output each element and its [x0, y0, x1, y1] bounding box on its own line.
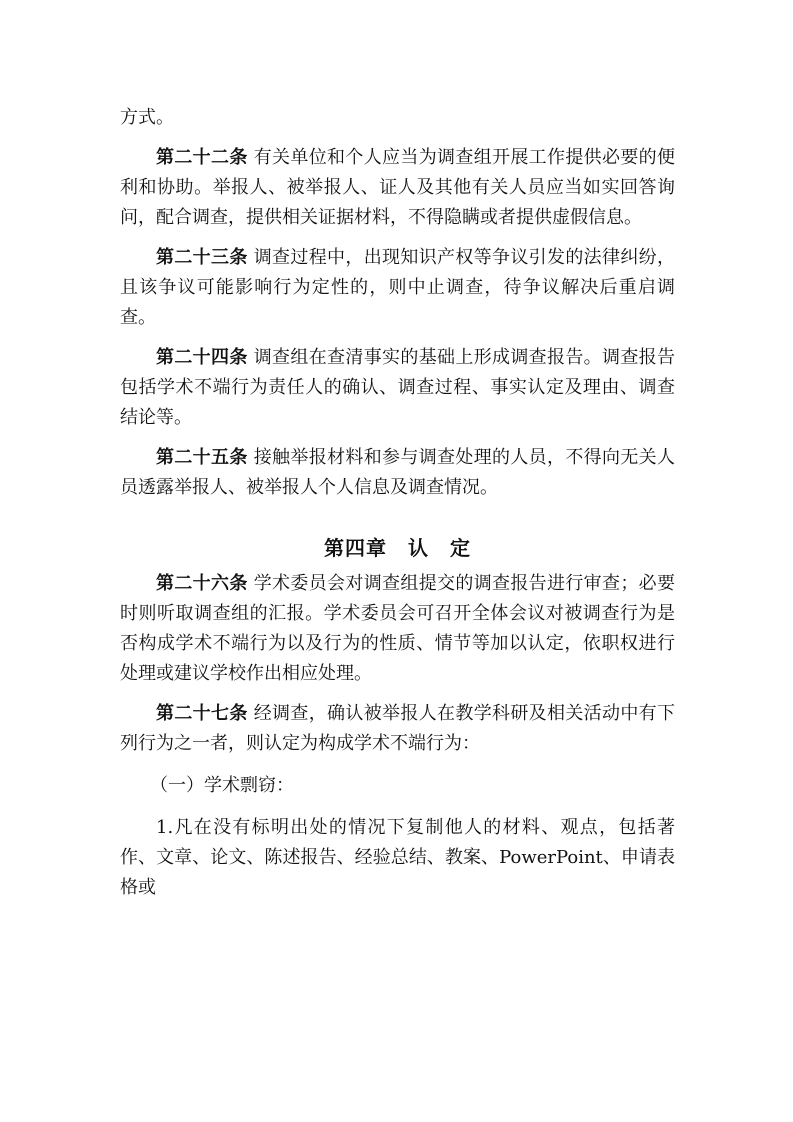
article-22-text: 有关单位和个人应当为调查组开展工作提供必要的便利和协助。举报人、被举报人、证人及其他有关人员应当如实回答询问，配合调查，提供相关证据材料，不得隐瞒或者提供虚假信息。	[120, 147, 675, 228]
subsection-heading: （一）学术剽窃：	[150, 775, 294, 796]
article-26	[120, 569, 675, 689]
article-27-label: 第二十七条	[156, 703, 248, 724]
article-23	[120, 243, 675, 333]
article-22-label: 第二十二条	[156, 147, 248, 168]
article-25-text: 接触举报材料和参与调查处理的人员，不得向无关人员透露举报人、被举报人个人信息及调查情况。	[120, 447, 675, 498]
paragraph-continuation: 方式。	[120, 107, 174, 128]
article-26-text: 学术委员会对调查组提交的调查报告进行审查；必要时则听取调查组的汇报。学术委员会可召开全体会议对被调查行为是否构成学术不端行为以及行为的性质、情节等加以认定，依职权进行处理或建议学校作出相应处理。	[120, 573, 675, 684]
article-23-text: 调查过程中，出现知识产权等争议引发的法律纠纷，且该争议可能影响行为定性的，则中止调查，待争议解决后重启调查。	[120, 247, 675, 328]
article-24	[120, 343, 675, 433]
article-25-label: 第二十五条	[156, 447, 248, 468]
article-24-label: 第二十四条	[156, 347, 248, 368]
article-26-label: 第二十六条	[156, 573, 248, 594]
list-item: 1.凡在没有标明出处的情况下复制他人的材料、观点，包括著作、文章、论文、陈述报告、经验总结、教案、PowerPoint、申请表格或	[120, 817, 675, 898]
article-24-text: 调查组在查清事实的基础上形成调查报告。调查报告包括学术不端行为责任人的确认、调查过程、事实认定及理由、调查结论等。	[120, 347, 675, 428]
chapter-title: 第四章 认 定	[324, 536, 471, 560]
article-27	[120, 699, 675, 759]
article-23-label: 第二十三条	[156, 247, 248, 268]
article-27-text: 经调查，确认被举报人在教学科研及相关活动中有下列行为之一者，则认定为构成学术不端行为：	[120, 703, 675, 754]
document-page	[120, 103, 675, 903]
article-22	[120, 143, 675, 233]
article-25	[120, 443, 675, 503]
